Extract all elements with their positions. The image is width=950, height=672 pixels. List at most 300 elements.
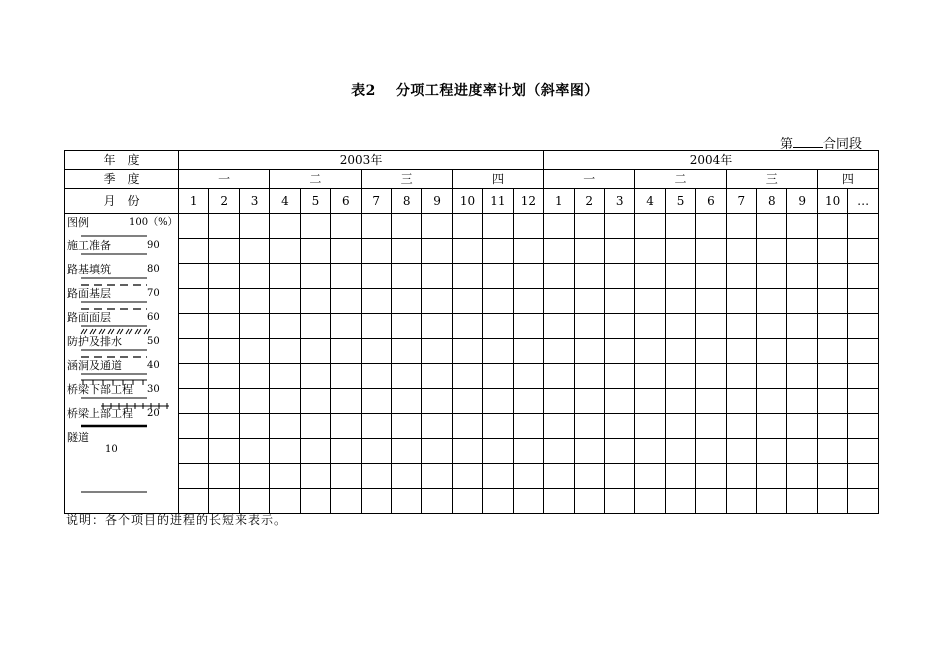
schedule-cell[interactable] xyxy=(848,389,878,414)
schedule-cell[interactable] xyxy=(331,414,361,439)
schedule-cell[interactable] xyxy=(300,289,330,314)
schedule-cell[interactable] xyxy=(179,489,209,514)
schedule-cell[interactable] xyxy=(209,389,239,414)
schedule-cell[interactable] xyxy=(361,264,391,289)
schedule-cell[interactable] xyxy=(848,239,878,264)
schedule-cell[interactable] xyxy=(635,214,665,239)
schedule-cell[interactable] xyxy=(391,389,421,414)
quarter-cell: 三 xyxy=(726,170,817,189)
month-cell: 8 xyxy=(391,189,421,214)
schedule-cell[interactable] xyxy=(757,339,787,364)
schedule-cell[interactable] xyxy=(300,464,330,489)
schedule-cell[interactable] xyxy=(817,364,847,389)
schedule-cell[interactable] xyxy=(787,214,817,239)
schedule-cell[interactable] xyxy=(239,314,269,339)
schedule-cell[interactable] xyxy=(331,239,361,264)
schedule-cell[interactable] xyxy=(209,339,239,364)
schedule-cell[interactable] xyxy=(270,264,300,289)
schedule-cell[interactable] xyxy=(270,239,300,264)
schedule-cell[interactable] xyxy=(209,314,239,339)
schedule-cell[interactable] xyxy=(361,464,391,489)
schedule-cell[interactable] xyxy=(300,214,330,239)
month-cell: 4 xyxy=(270,189,300,214)
schedule-cell[interactable] xyxy=(513,239,543,264)
schedule-cell[interactable] xyxy=(757,414,787,439)
schedule-cell[interactable] xyxy=(179,314,209,339)
schedule-cell[interactable] xyxy=(391,439,421,464)
schedule-cell[interactable] xyxy=(696,239,726,264)
schedule-cell[interactable] xyxy=(696,414,726,439)
schedule-cell[interactable] xyxy=(787,339,817,364)
schedule-cell[interactable] xyxy=(300,314,330,339)
schedule-cell[interactable] xyxy=(604,239,634,264)
schedule-cell[interactable] xyxy=(787,239,817,264)
schedule-cell[interactable] xyxy=(726,414,756,439)
schedule-cell[interactable] xyxy=(270,289,300,314)
schedule-cell[interactable] xyxy=(209,439,239,464)
schedule-cell[interactable] xyxy=(665,214,695,239)
schedule-cell[interactable] xyxy=(757,389,787,414)
schedule-cell[interactable] xyxy=(391,489,421,514)
schedule-cell[interactable] xyxy=(513,414,543,439)
schedule-cell[interactable] xyxy=(604,264,634,289)
schedule-cell[interactable] xyxy=(391,289,421,314)
schedule-cell[interactable] xyxy=(757,439,787,464)
schedule-cell[interactable] xyxy=(300,489,330,514)
schedule-cell[interactable] xyxy=(665,414,695,439)
schedule-cell[interactable] xyxy=(179,264,209,289)
schedule-cell[interactable] xyxy=(483,364,513,389)
schedule-cell[interactable] xyxy=(604,464,634,489)
schedule-cell[interactable] xyxy=(574,464,604,489)
schedule-cell[interactable] xyxy=(331,264,361,289)
schedule-cell[interactable] xyxy=(513,289,543,314)
contract-number-blank[interactable] xyxy=(793,135,823,148)
schedule-cell[interactable] xyxy=(452,289,482,314)
schedule-cell[interactable] xyxy=(544,314,574,339)
schedule-cell[interactable] xyxy=(270,364,300,389)
schedule-cell[interactable] xyxy=(848,339,878,364)
schedule-cell[interactable] xyxy=(361,389,391,414)
schedule-cell[interactable] xyxy=(665,389,695,414)
schedule-cell[interactable] xyxy=(300,339,330,364)
schedule-cell[interactable] xyxy=(696,439,726,464)
schedule-cell[interactable] xyxy=(391,264,421,289)
schedule-cell[interactable] xyxy=(422,364,452,389)
schedule-cell[interactable] xyxy=(483,214,513,239)
schedule-cell[interactable] xyxy=(361,439,391,464)
schedule-cell[interactable] xyxy=(483,239,513,264)
schedule-cell[interactable] xyxy=(270,464,300,489)
schedule-cell[interactable] xyxy=(574,239,604,264)
schedule-cell[interactable] xyxy=(300,389,330,414)
legend-sample-hatch xyxy=(138,329,141,334)
schedule-cell[interactable] xyxy=(483,464,513,489)
schedule-cell[interactable] xyxy=(179,214,209,239)
schedule-cell[interactable] xyxy=(696,389,726,414)
schedule-cell[interactable] xyxy=(179,289,209,314)
schedule-cell[interactable] xyxy=(604,339,634,364)
schedule-cell[interactable] xyxy=(452,389,482,414)
schedule-cell[interactable] xyxy=(331,314,361,339)
schedule-cell[interactable] xyxy=(331,339,361,364)
month-cell: 10 xyxy=(452,189,482,214)
schedule-cell[interactable] xyxy=(635,339,665,364)
schedule-cell[interactable] xyxy=(757,364,787,389)
schedule-cell[interactable] xyxy=(209,264,239,289)
schedule-cell[interactable] xyxy=(726,489,756,514)
schedule-cell[interactable] xyxy=(726,239,756,264)
schedule-cell[interactable] xyxy=(604,364,634,389)
schedule-cell[interactable] xyxy=(635,389,665,414)
legend-item-pct: 10 xyxy=(105,444,118,455)
schedule-cell[interactable] xyxy=(665,464,695,489)
schedule-cell[interactable] xyxy=(574,339,604,364)
schedule-cell[interactable] xyxy=(391,464,421,489)
schedule-cell[interactable] xyxy=(817,289,847,314)
schedule-cell[interactable] xyxy=(848,214,878,239)
schedule-cell[interactable] xyxy=(361,214,391,239)
schedule-cell[interactable] xyxy=(179,239,209,264)
schedule-cell[interactable] xyxy=(787,439,817,464)
schedule-cell[interactable] xyxy=(817,389,847,414)
schedule-cell[interactable] xyxy=(331,364,361,389)
schedule-cell[interactable] xyxy=(239,214,269,239)
schedule-cell[interactable] xyxy=(726,214,756,239)
schedule-cell[interactable] xyxy=(848,289,878,314)
schedule-cell[interactable] xyxy=(513,214,543,239)
schedule-row xyxy=(65,289,879,314)
schedule-cell[interactable] xyxy=(361,414,391,439)
schedule-cell[interactable] xyxy=(574,489,604,514)
schedule-cell[interactable] xyxy=(513,264,543,289)
schedule-cell[interactable] xyxy=(452,414,482,439)
schedule-cell[interactable] xyxy=(544,214,574,239)
schedule-cell[interactable] xyxy=(696,289,726,314)
schedule-cell[interactable] xyxy=(483,489,513,514)
schedule-cell[interactable] xyxy=(817,489,847,514)
schedule-cell[interactable] xyxy=(239,339,269,364)
month-row xyxy=(65,189,879,214)
schedule-cell[interactable] xyxy=(574,364,604,389)
schedule-cell[interactable] xyxy=(331,289,361,314)
schedule-cell[interactable] xyxy=(757,464,787,489)
schedule-cell[interactable] xyxy=(848,439,878,464)
schedule-row xyxy=(65,364,879,389)
schedule-cell[interactable] xyxy=(726,464,756,489)
schedule-cell[interactable] xyxy=(574,214,604,239)
schedule-cell[interactable] xyxy=(452,464,482,489)
schedule-cell[interactable] xyxy=(331,464,361,489)
schedule-cell[interactable] xyxy=(787,389,817,414)
schedule-cell[interactable] xyxy=(179,414,209,439)
schedule-cell[interactable] xyxy=(665,264,695,289)
schedule-cell[interactable] xyxy=(665,289,695,314)
schedule-cell[interactable] xyxy=(452,264,482,289)
schedule-cell[interactable] xyxy=(270,314,300,339)
schedule-cell[interactable] xyxy=(757,214,787,239)
schedule-cell[interactable] xyxy=(513,489,543,514)
schedule-cell[interactable] xyxy=(635,239,665,264)
schedule-cell[interactable] xyxy=(239,364,269,389)
schedule-cell[interactable] xyxy=(452,364,482,389)
schedule-cell[interactable] xyxy=(696,489,726,514)
schedule-cell[interactable] xyxy=(179,339,209,364)
schedule-cell[interactable] xyxy=(757,239,787,264)
legend-item-label: 桥梁下部工程 xyxy=(67,383,133,396)
schedule-cell[interactable] xyxy=(331,489,361,514)
schedule-cell[interactable] xyxy=(361,289,391,314)
schedule-cell[interactable] xyxy=(361,314,391,339)
schedule-cell[interactable] xyxy=(665,239,695,264)
schedule-cell[interactable] xyxy=(422,214,452,239)
schedule-cell[interactable] xyxy=(239,289,269,314)
schedule-cell[interactable] xyxy=(544,439,574,464)
schedule-cell[interactable] xyxy=(817,439,847,464)
schedule-cell[interactable] xyxy=(817,239,847,264)
schedule-cell[interactable] xyxy=(483,389,513,414)
schedule-cell[interactable] xyxy=(239,414,269,439)
schedule-cell[interactable] xyxy=(361,339,391,364)
schedule-cell[interactable] xyxy=(696,339,726,364)
schedule-cell[interactable] xyxy=(726,289,756,314)
schedule-cell[interactable] xyxy=(787,364,817,389)
schedule-row xyxy=(65,264,879,289)
schedule-cell[interactable] xyxy=(239,389,269,414)
schedule-cell[interactable] xyxy=(422,464,452,489)
schedule-cell[interactable] xyxy=(209,414,239,439)
schedule-cell[interactable] xyxy=(726,264,756,289)
schedule-cell[interactable] xyxy=(483,339,513,364)
schedule-cell[interactable] xyxy=(300,439,330,464)
schedule-cell[interactable] xyxy=(452,314,482,339)
schedule-cell[interactable] xyxy=(239,264,269,289)
schedule-cell[interactable] xyxy=(817,414,847,439)
legend-title: 图例 xyxy=(67,216,89,229)
schedule-cell[interactable] xyxy=(422,289,452,314)
schedule-cell[interactable] xyxy=(635,314,665,339)
schedule-cell[interactable] xyxy=(179,364,209,389)
legend-item-pct: 40 xyxy=(147,360,160,371)
schedule-cell[interactable] xyxy=(422,264,452,289)
schedule-cell[interactable] xyxy=(787,264,817,289)
schedule-cell[interactable] xyxy=(635,364,665,389)
schedule-cell[interactable] xyxy=(726,364,756,389)
schedule-cell[interactable] xyxy=(635,464,665,489)
schedule-cell[interactable] xyxy=(787,289,817,314)
schedule-cell[interactable] xyxy=(361,364,391,389)
schedule-cell[interactable] xyxy=(544,264,574,289)
schedule-cell[interactable] xyxy=(817,214,847,239)
schedule-cell[interactable] xyxy=(452,489,482,514)
schedule-cell[interactable] xyxy=(331,389,361,414)
schedule-cell[interactable] xyxy=(270,389,300,414)
schedule-cell[interactable] xyxy=(209,239,239,264)
schedule-cell[interactable] xyxy=(635,439,665,464)
schedule-cell[interactable] xyxy=(209,289,239,314)
schedule-cell[interactable] xyxy=(848,364,878,389)
schedule-cell[interactable] xyxy=(604,489,634,514)
schedule-cell[interactable] xyxy=(179,464,209,489)
schedule-cell[interactable] xyxy=(726,339,756,364)
schedule-cell[interactable] xyxy=(848,464,878,489)
schedule-cell[interactable] xyxy=(604,414,634,439)
schedule-cell[interactable] xyxy=(270,214,300,239)
schedule-cell[interactable] xyxy=(270,439,300,464)
legend-item-label: 路面面层 xyxy=(67,311,111,324)
month-cell: 7 xyxy=(361,189,391,214)
schedule-cell[interactable] xyxy=(300,239,330,264)
schedule-cell[interactable] xyxy=(452,239,482,264)
schedule-cell[interactable] xyxy=(300,414,330,439)
schedule-cell[interactable] xyxy=(452,214,482,239)
schedule-cell[interactable] xyxy=(513,339,543,364)
schedule-cell[interactable] xyxy=(635,264,665,289)
schedule-row xyxy=(65,414,879,439)
schedule-cell[interactable] xyxy=(726,314,756,339)
schedule-cell[interactable] xyxy=(422,439,452,464)
schedule-cell[interactable] xyxy=(635,414,665,439)
schedule-cell[interactable] xyxy=(787,314,817,339)
schedule-cell[interactable] xyxy=(665,439,695,464)
schedule-cell[interactable] xyxy=(787,414,817,439)
schedule-cell[interactable] xyxy=(757,314,787,339)
schedule-cell[interactable] xyxy=(544,339,574,364)
schedule-cell[interactable] xyxy=(270,414,300,439)
schedule-cell[interactable] xyxy=(391,239,421,264)
schedule-cell[interactable] xyxy=(452,439,482,464)
schedule-cell[interactable] xyxy=(422,239,452,264)
schedule-cell[interactable] xyxy=(239,489,269,514)
schedule-cell[interactable] xyxy=(696,464,726,489)
schedule-cell[interactable] xyxy=(696,364,726,389)
schedule-cell[interactable] xyxy=(726,389,756,414)
schedule-cell[interactable] xyxy=(361,239,391,264)
schedule-cell[interactable] xyxy=(391,364,421,389)
schedule-cell[interactable] xyxy=(665,339,695,364)
schedule-cell[interactable] xyxy=(544,364,574,389)
schedule-cell[interactable] xyxy=(817,339,847,364)
schedule-cell[interactable] xyxy=(300,264,330,289)
schedule-cell[interactable] xyxy=(817,314,847,339)
schedule-cell[interactable] xyxy=(422,489,452,514)
month-cell: 3 xyxy=(604,189,634,214)
schedule-cell[interactable] xyxy=(422,414,452,439)
schedule-cell[interactable] xyxy=(665,489,695,514)
schedule-cell[interactable] xyxy=(209,489,239,514)
schedule-cell[interactable] xyxy=(422,314,452,339)
schedule-cell[interactable] xyxy=(604,314,634,339)
schedule-cell[interactable] xyxy=(209,364,239,389)
schedule-cell[interactable] xyxy=(604,289,634,314)
schedule-cell[interactable] xyxy=(331,214,361,239)
schedule-cell[interactable] xyxy=(726,439,756,464)
schedule-cell[interactable] xyxy=(483,414,513,439)
schedule-cell[interactable] xyxy=(270,489,300,514)
schedule-cell[interactable] xyxy=(787,489,817,514)
schedule-cell[interactable] xyxy=(544,464,574,489)
schedule-cell[interactable] xyxy=(209,214,239,239)
schedule-cell[interactable] xyxy=(513,464,543,489)
schedule-cell[interactable] xyxy=(574,439,604,464)
schedule-cell[interactable] xyxy=(483,439,513,464)
schedule-cell[interactable] xyxy=(574,389,604,414)
schedule-cell[interactable] xyxy=(391,214,421,239)
legend-item-pct: 70 xyxy=(147,288,160,299)
quarter-header: 季 度 xyxy=(65,170,179,189)
schedule-cell[interactable] xyxy=(391,314,421,339)
schedule-cell[interactable] xyxy=(696,314,726,339)
schedule-table xyxy=(64,150,879,514)
schedule-cell[interactable] xyxy=(483,314,513,339)
schedule-cell[interactable] xyxy=(817,264,847,289)
schedule-cell[interactable] xyxy=(179,389,209,414)
schedule-cell[interactable] xyxy=(513,439,543,464)
schedule-cell[interactable] xyxy=(513,314,543,339)
schedule-cell[interactable] xyxy=(452,339,482,364)
year-cell: 2004年 xyxy=(544,151,879,170)
schedule-cell[interactable] xyxy=(757,289,787,314)
schedule-cell[interactable] xyxy=(757,264,787,289)
schedule-cell[interactable] xyxy=(331,439,361,464)
schedule-cell[interactable] xyxy=(817,464,847,489)
schedule-cell[interactable] xyxy=(239,239,269,264)
schedule-cell[interactable] xyxy=(604,439,634,464)
schedule-cell[interactable] xyxy=(665,364,695,389)
schedule-cell[interactable] xyxy=(544,489,574,514)
schedule-cell[interactable] xyxy=(300,364,330,389)
schedule-cell[interactable] xyxy=(574,264,604,289)
schedule-cell[interactable] xyxy=(391,414,421,439)
schedule-row xyxy=(65,214,879,239)
schedule-cell[interactable] xyxy=(483,289,513,314)
schedule-cell[interactable] xyxy=(270,339,300,364)
schedule-cell[interactable] xyxy=(848,414,878,439)
schedule-cell[interactable] xyxy=(848,489,878,514)
schedule-cell[interactable] xyxy=(179,439,209,464)
schedule-cell[interactable] xyxy=(513,389,543,414)
schedule-cell[interactable] xyxy=(239,439,269,464)
schedule-cell[interactable] xyxy=(574,314,604,339)
schedule-cell[interactable] xyxy=(513,364,543,389)
schedule-cell[interactable] xyxy=(422,389,452,414)
schedule-cell[interactable] xyxy=(544,239,574,264)
schedule-cell[interactable] xyxy=(696,264,726,289)
schedule-cell[interactable] xyxy=(544,389,574,414)
schedule-cell[interactable] xyxy=(544,289,574,314)
schedule-cell[interactable] xyxy=(787,464,817,489)
schedule-cell[interactable] xyxy=(635,489,665,514)
schedule-cell[interactable] xyxy=(574,289,604,314)
schedule-cell[interactable] xyxy=(604,214,634,239)
schedule-cell[interactable] xyxy=(665,314,695,339)
quarter-cell: 二 xyxy=(635,170,726,189)
schedule-cell[interactable] xyxy=(239,464,269,489)
schedule-cell[interactable] xyxy=(483,264,513,289)
schedule-cell[interactable] xyxy=(635,289,665,314)
schedule-cell[interactable] xyxy=(848,264,878,289)
schedule-cell[interactable] xyxy=(544,414,574,439)
schedule-cell[interactable] xyxy=(391,339,421,364)
schedule-cell[interactable] xyxy=(361,489,391,514)
schedule-cell[interactable] xyxy=(574,414,604,439)
schedule-cell[interactable] xyxy=(422,339,452,364)
schedule-cell[interactable] xyxy=(696,214,726,239)
schedule-cell[interactable] xyxy=(757,489,787,514)
schedule-cell[interactable] xyxy=(848,314,878,339)
schedule-cell[interactable] xyxy=(209,464,239,489)
schedule-cell[interactable] xyxy=(604,389,634,414)
